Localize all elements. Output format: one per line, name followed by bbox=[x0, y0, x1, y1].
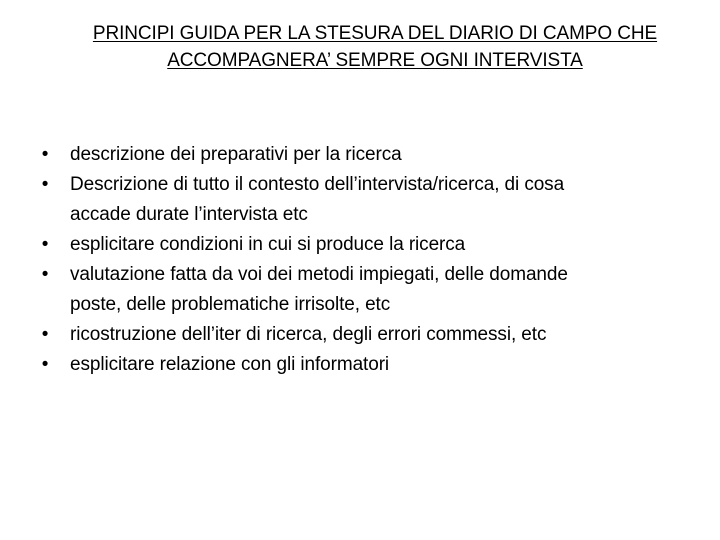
bullet-text-continued: poste, delle problematiche irrisolte, etc bbox=[70, 294, 391, 315]
bullet-text: esplicitare condizioni in cui si produce la ricerca bbox=[70, 234, 466, 255]
bullet-list bbox=[0, 140, 720, 380]
bullet-text-continued: accade durate l’intervista etc bbox=[70, 204, 308, 225]
bullet-item-ricostruzione bbox=[0, 320, 720, 350]
bullet-text: ricostruzione dell’iter di ricerca, degli errori commessi, etc bbox=[70, 324, 547, 345]
bullet-text: esplicitare relazione con gli informatori bbox=[70, 354, 390, 375]
bullet-text: valutazione fatta da voi dei metodi impiegati, delle domande bbox=[70, 264, 568, 285]
bullet-point-icon: • bbox=[41, 264, 49, 285]
bullet-item-contesto bbox=[0, 170, 720, 230]
bullet-text: descrizione dei preparativi per la ricerca bbox=[70, 144, 402, 165]
bullet-point-icon: • bbox=[41, 174, 49, 195]
slide-title bbox=[40, 20, 710, 74]
bullet-item-valutazione bbox=[0, 260, 720, 320]
bullet-item-condizioni bbox=[0, 230, 720, 260]
bullet-point-icon: • bbox=[41, 234, 49, 255]
bullet-text: Descrizione di tutto il contesto dell’intervista/ricerca, di cosa bbox=[70, 174, 565, 195]
bullet-point-icon: • bbox=[41, 354, 49, 375]
slide-title-line-2: ACCOMPAGNERA’ SEMPRE OGNI INTERVISTA bbox=[167, 50, 583, 71]
bullet-item-relazione bbox=[0, 350, 720, 380]
bullet-point-icon: • bbox=[41, 324, 49, 345]
bullet-item-preparativi bbox=[0, 140, 720, 170]
bullet-point-icon: • bbox=[41, 144, 49, 165]
slide-title-line-1: PRINCIPI GUIDA PER LA STESURA DEL DIARIO DI CAMPO CHE bbox=[92, 23, 658, 44]
